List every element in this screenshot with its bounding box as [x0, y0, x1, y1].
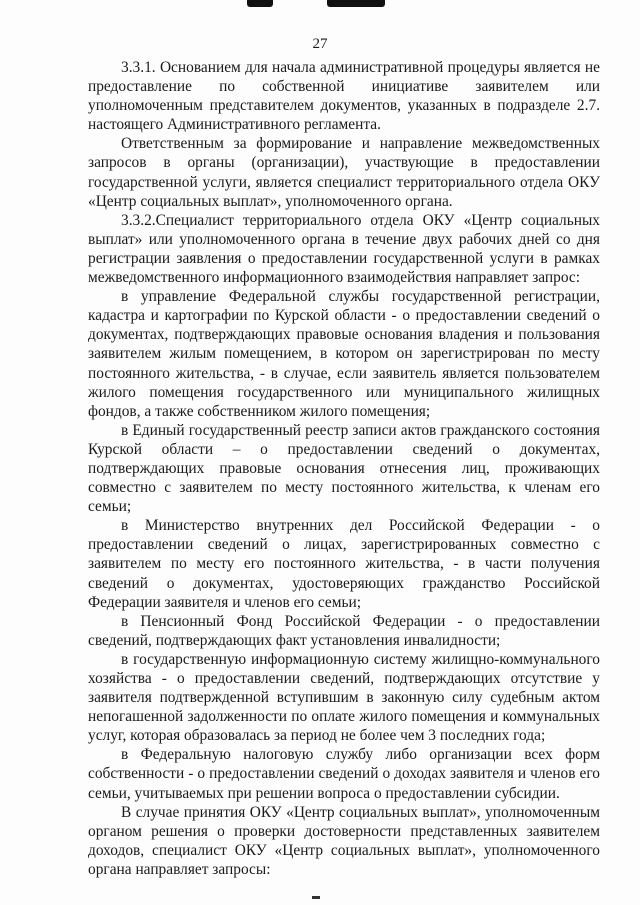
document-body [88, 58, 600, 879]
scan-artifact [327, 0, 385, 7]
paragraph-gis-zhkh: в государственную информационную систему жилищно-коммунального хозяйства - о предоставлении сведений, подтверждающих отсутствие у заявителя подтвержденной вступившим в законную силу судебным актом непогашенной задолженности по оплате жилого помещения и коммунальных услуг, которая образовалась за период не более чем 3 последних года; [88, 650, 600, 745]
paragraph-3-3-1: 3.3.1. Основанием для начала административной процедуры является не предоставление по собственной инициативе заявителем или уполномоченным представителем документов, указанных в подразделе 2.7. настоящего Административного регламента. [88, 59, 600, 134]
paragraph-verification: В случае принятия ОКУ «Центр социальных выплат», уполномоченным органом решения о проверки достоверности представленных заявителем доходов, специалист ОКУ «Центр социальных выплат», уполномоченного органа направляет запросы: [88, 803, 600, 878]
paragraph-pension-fund: в Пенсионный Фонд Российской Федерации - о предоставлении сведений, подтверждающих факт установления инвалидности; [88, 612, 600, 649]
paragraph-3-3-2: 3.3.2.Специалист территориального отдела ОКУ «Центр социальных выплат» или уполномоченного органа в течение двух рабочих дней со дня регистрации заявления о предоставлении государственной услуги в рамках межведомственного информационного взаимодействия направляет запрос: [88, 211, 600, 287]
paragraph-mvd: в Министерство внутренних дел Российской Федерации - о предоставлении сведений о лицах, зарегистрированных совместно с заявителем по месту его постоянного жительства, - в части получения сведений о документах, удостоверяющих гражданство Российской Федерации заявителя и членов его семьи; [88, 517, 600, 611]
paragraph-zags: в Единый государственный реестр записи актов гражданского состояния Курской области – о предоставлении сведений о документах, подтверждающих правовые основания отнесения лиц, проживающих совместно с заявителем по месту постоянного жительства, к членам его семьи; [88, 421, 600, 516]
scan-artifact [312, 896, 320, 899]
paragraph-tax-service: в Федеральную налоговую службу либо организации всех форм собственности - о предоставлении сведений о доходах заявителя и членов его семьи, учитываемых при решении вопроса о предоставлении субсидии. [88, 746, 600, 802]
paragraph-rosreestr: в управление Федеральной службы государственной регистрации, кадастра и картографии по Курской области - о предоставлении сведений о документах, подтверждающих правовые основания владения и пользования заявителем жилым помещением, в котором он зарегистрирован по месту постоянного жительства, - в случае, если заявитель является пользователем жилого помещения государственного или муниципального жилищных фондов, а также собственником жилого помещения; [88, 288, 600, 420]
scan-artifact [247, 0, 273, 7]
paragraph-responsible: Ответственным за формирование и направление межведомственных запросов в органы (организации), участвующие в предоставлении государственной услуги, является специалист территориального отдела ОКУ «Центр социальных выплат», уполномоченного органа. [88, 135, 600, 210]
page-number: 27 [312, 36, 328, 52]
